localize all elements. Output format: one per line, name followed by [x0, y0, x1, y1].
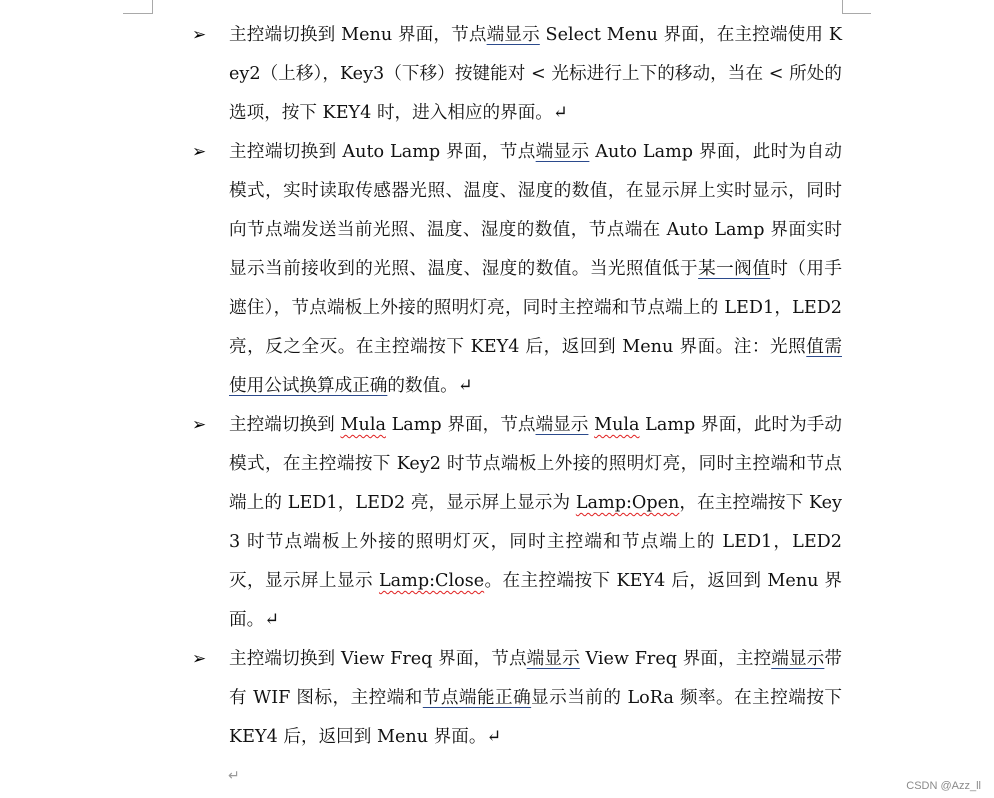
- text-run: Lamp 界面，此时为手动模式，在主控端按下 Key2 时节点端板上外接的照明灯亮，同时主控端和节点端上的 LED1，LED2 亮，显示屏上显示为: [229, 415, 842, 513]
- empty-paragraph-mark: ↵: [228, 768, 240, 784]
- underlined-text: 值需使用公试换算成正确: [229, 337, 842, 396]
- text-run: 主控端切换到 Menu 界面，节点: [229, 25, 487, 45]
- bullet-paragraph-view-freq: [229, 640, 848, 757]
- underlined-text: 端显示: [535, 415, 589, 435]
- underlined-text: 某一阀值: [698, 259, 771, 279]
- text-run: 时（用手遮住），节点端板上外接的照明灯亮，同时主控端和节点端上的 LED1，LED2 亮，反之全灭。在主控端按下 KEY4 后，返回到 Menu 界面。注：光照: [229, 259, 848, 357]
- crop-mark-top-left-vertical: [152, 0, 153, 14]
- spellcheck-flagged-text: Lamp:Open: [575, 493, 680, 513]
- text-run: 主控端切换到 View Freq 界面，节点: [229, 649, 527, 669]
- crop-mark-top-right-vertical: [842, 0, 843, 14]
- underlined-text: 端显示: [535, 142, 590, 162]
- text-run: 显示当前的 LoRa 频率。在主控端按下 KEY4 后，返回到 Menu 界面。↵: [229, 688, 848, 747]
- text-run: 主控端切换到: [229, 415, 341, 435]
- spellcheck-flagged-text: Lamp:Close: [378, 571, 485, 591]
- crop-mark-top-left-horizontal: [123, 13, 153, 14]
- bullet-paragraph-menu: [229, 16, 842, 133]
- text-run: Select Menu 界面，在主控端使用 Key2（上移），Key3（下移）按键能对 < 光标进行上下的移动，当在 < 所处的选项，按下 KEY4 时，进入相应的界面。↵: [229, 25, 842, 123]
- text-run: ，在主控端按下 Key3 时节点端板上外接的照明灯灭，同时主控端和节点端上的 LED1，LED2 灭，显示屏上显示: [229, 493, 848, 591]
- text-run: 带有 WIF 图标，主控端和: [229, 649, 842, 708]
- underlined-text: 端显示: [771, 649, 825, 669]
- bullet-arrow-icon: ➢: [192, 142, 207, 162]
- bullet-arrow-icon: ➢: [192, 25, 207, 45]
- text-run: View Freq 界面，主控: [579, 649, 772, 669]
- spellcheck-flagged-text: Mula: [594, 415, 640, 435]
- watermark: CSDN @Azz_ll: [906, 780, 981, 792]
- bullet-paragraph-mula-lamp: [229, 406, 848, 640]
- text-run: Lamp 界面，节点: [385, 415, 536, 435]
- spellcheck-flagged-text: Mula: [340, 415, 386, 435]
- text-run: 的数值。↵: [387, 376, 473, 396]
- underlined-text: 端显示: [486, 25, 540, 45]
- underlined-text: 端显示: [526, 649, 580, 669]
- text-run: 。在主控端按下 KEY4 后，返回到 Menu 界面。↵: [229, 571, 842, 630]
- crop-mark-top-right-horizontal: [842, 13, 871, 14]
- text-run: 主控端切换到 Auto Lamp 界面，节点: [229, 142, 536, 162]
- bullet-arrow-icon: ➢: [192, 415, 207, 435]
- text-run: Auto Lamp 界面，此时为自动模式，实时读取传感器光照、温度、湿度的数值，在显示屏上实时显示，同时向节点端发送当前光照、温度、湿度的数值，节点端在 Auto Lamp 界面实时显示当前接收到的光照、温度、湿度的数值。当光照值低于: [229, 142, 842, 279]
- bullet-paragraph-auto-lamp: [229, 133, 848, 406]
- bullet-arrow-icon: ➢: [192, 649, 207, 669]
- underlined-text: 节点端能正确: [422, 688, 532, 708]
